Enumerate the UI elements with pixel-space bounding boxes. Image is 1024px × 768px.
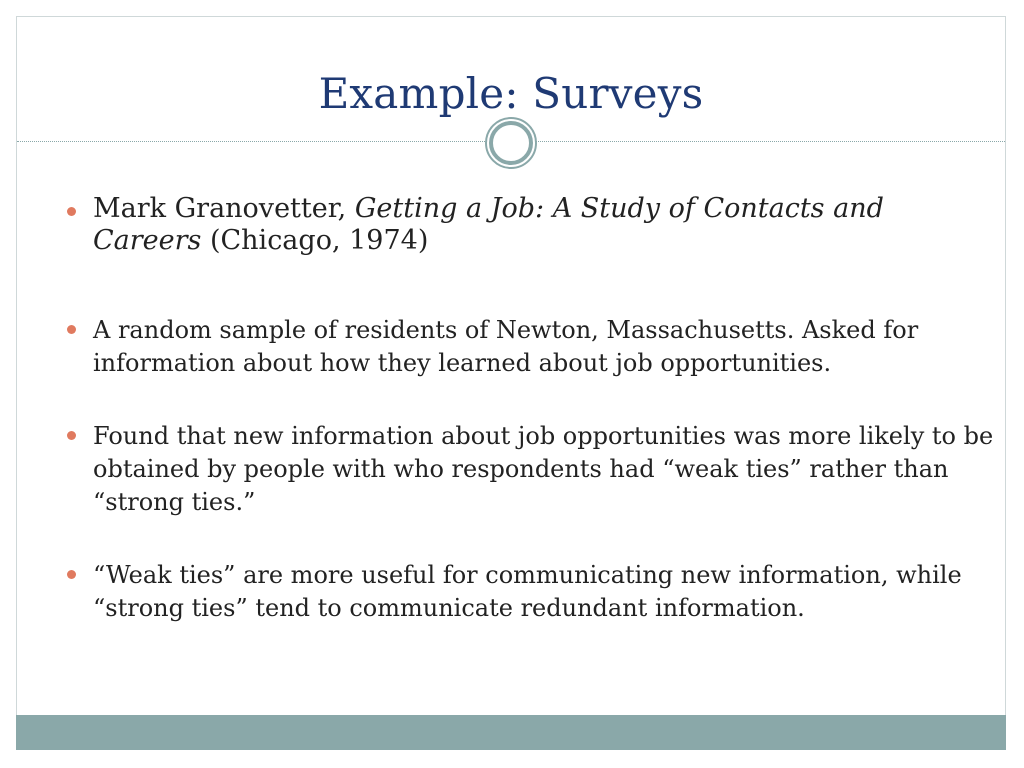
bullet-item xyxy=(67,559,997,625)
bullet-dot-icon xyxy=(67,570,76,579)
bullet-item xyxy=(67,420,997,519)
bullet-list xyxy=(67,193,997,666)
footer-bar xyxy=(16,715,1006,750)
bullet-dot-icon xyxy=(67,431,76,440)
bullet-dot-icon xyxy=(67,207,76,216)
bullet-text: A random sample of residents of Newton, Massachusetts. Asked for information about how they learned about job opportunities. xyxy=(93,315,919,377)
bullet-citation: (Chicago, 1974) xyxy=(201,225,429,257)
bullet-item xyxy=(67,314,997,380)
bullet-item xyxy=(67,193,997,258)
bullet-dot-icon xyxy=(67,325,76,334)
bullet-book-title: Getting a Job: A Study of Contacts and Careers xyxy=(93,193,884,257)
circle-ornament-icon xyxy=(484,116,538,170)
bullet-text: Found that new information about job opportunities was more likely to be obtained by people with who respondents had “weak ties” rather than “strong ties.” xyxy=(93,422,994,517)
bullet-author: Mark Granovetter, xyxy=(93,193,355,224)
slide-title: Example: Surveys xyxy=(318,69,704,118)
bullet-text: “Weak ties” are more useful for communicating new information, while “strong ties” tend to communicate redundant information. xyxy=(93,561,962,623)
